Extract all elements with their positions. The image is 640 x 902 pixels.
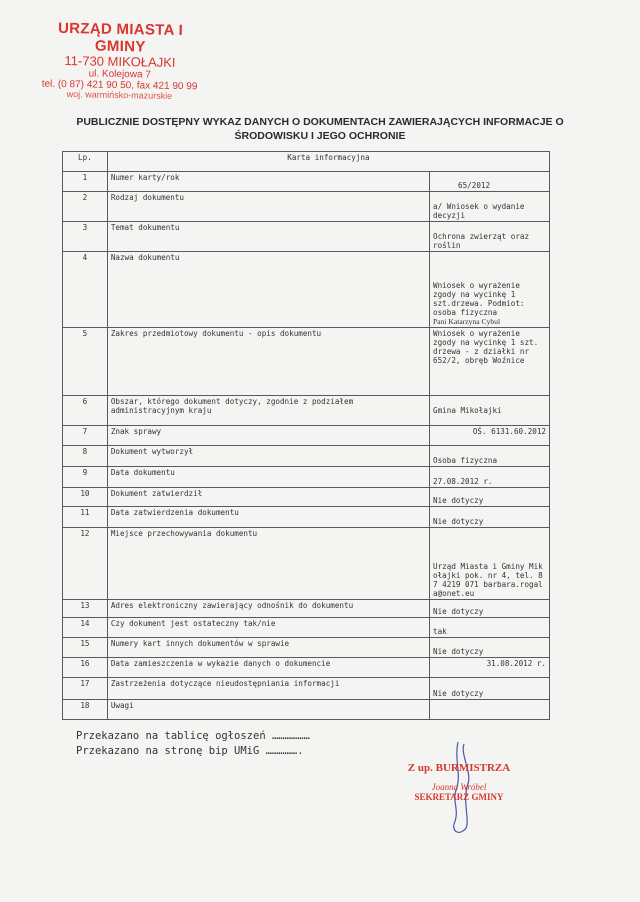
table-row	[63, 528, 550, 600]
table-row	[63, 700, 550, 720]
table-header-row	[63, 152, 550, 172]
title-line-1: PUBLICZNIE DOSTĘPNY WYKAZ DANYCH O DOKUMENTACH ZAWIERAJĄCYCH INFORMACJE O	[76, 116, 564, 128]
row-value: Gmina Mikołajki	[430, 396, 550, 426]
row-value: 31.08.2012 r.	[430, 658, 550, 678]
row-value: Osoba fizyczna	[430, 446, 550, 467]
row-label: Data zamieszczenia w wykazie danych o dokumencie	[107, 658, 429, 678]
table-row	[63, 396, 550, 426]
table-row	[63, 618, 550, 638]
row-lp: 18	[63, 700, 108, 720]
row-label: Temat dokumentu	[107, 222, 429, 252]
row-value: tak	[430, 618, 550, 638]
row-lp: 8	[63, 446, 108, 467]
row-value: Urząd Miasta i Gminy Mikołajki pok. nr 4, tel. 87 4219 071 barbara.rogala@onet.eu	[430, 528, 550, 600]
info-table	[62, 151, 550, 720]
row-lp: 14	[63, 618, 108, 638]
row-label: Dokument zatwierdził	[107, 488, 429, 507]
table-row	[63, 600, 550, 618]
row-label: Zastrzeżenia dotyczące nieudostępniania informacji	[107, 678, 429, 700]
row-lp: 1	[63, 172, 108, 192]
header-lp: Lp.	[63, 152, 108, 172]
stamp-line-3: ul. Kolejowa 7	[88, 68, 151, 81]
document-title	[60, 115, 580, 143]
note-bip: Przekazano na stronę bip UMiG …………….	[76, 745, 304, 757]
row-value: OŚ. 6131.60.2012	[430, 426, 550, 446]
row-label: Zakres przedmiotowy dokumentu - opis dokumentu	[107, 328, 429, 396]
stamp-line-2: 11-730 MIKOŁAJKI	[64, 53, 176, 70]
table-row	[63, 192, 550, 222]
signature-stamp	[384, 762, 534, 802]
header-card: Karta informacyjna	[107, 152, 549, 172]
stamp-line-4: tel. (0 87) 421 90 50, fax 421 90 99	[41, 78, 198, 93]
table-row	[63, 172, 550, 192]
table-row	[63, 446, 550, 467]
row-value: Wniosek o wyrażenie zgody na wycinkę 1 szt. drzewa - z działki nr 652/2, obręb Woźnice	[430, 328, 550, 396]
row-value: 65/2012	[430, 172, 550, 192]
row-label: Obszar, którego dokument dotyczy, zgodnie z podziałem administracyjnym kraju	[107, 396, 429, 426]
row-lp: 15	[63, 638, 108, 658]
row-label: Dokument wytworzył	[107, 446, 429, 467]
table-row	[63, 678, 550, 700]
table-row	[63, 222, 550, 252]
row-lp: 5	[63, 328, 108, 396]
row-value: Nie dotyczy	[430, 507, 550, 528]
table-row	[63, 467, 550, 488]
row-lp: 4	[63, 252, 108, 328]
table-row	[63, 638, 550, 658]
table-row	[63, 426, 550, 446]
row-lp: 13	[63, 600, 108, 618]
table-row	[63, 488, 550, 507]
row-lp: 11	[63, 507, 108, 528]
note-board: Przekazano na tablicę ogłoszeń ………………	[76, 730, 310, 742]
row-value: a/ Wniosek o wydanie decyzji	[430, 192, 550, 222]
row-label: Numery kart innych dokumentów w sprawie	[107, 638, 429, 658]
row-lp: 9	[63, 467, 108, 488]
row-value	[430, 252, 550, 328]
row-lp: 3	[63, 222, 108, 252]
title-line-2: ŚRODOWISKU I JEGO OCHRONIE	[234, 130, 406, 143]
row-label: Adres elektroniczny zawierający odnośnik do dokumentu	[107, 600, 429, 618]
office-stamp	[29, 20, 210, 102]
stamp-line-1: URZĄD MIASTA I GMINY	[57, 19, 184, 55]
row-value: Nie dotyczy	[430, 638, 550, 658]
row-label: Uwagi	[107, 700, 429, 720]
row-lp: 6	[63, 396, 108, 426]
table-row	[63, 507, 550, 528]
row-lp: 16	[63, 658, 108, 678]
row-value	[430, 700, 550, 720]
table-row	[63, 658, 550, 678]
row-label: Znak sprawy	[107, 426, 429, 446]
row-value-name: Pani Katarzyna Cybul	[433, 317, 501, 326]
row-label: Miejsce przechowywania dokumentu	[107, 528, 429, 600]
row-label: Numer karty/rok	[107, 172, 429, 192]
row-value-text: Wniosek o wyrażenie zgody na wycinkę 1 szt.drzewa. Podmiot: osoba fizyczna	[433, 281, 525, 317]
signature-line-1: Z up. BURMISTRZA	[407, 762, 511, 774]
row-label: Data dokumentu	[107, 467, 429, 488]
signature-line-2: Joanna Wróbel	[431, 782, 487, 792]
row-lp: 12	[63, 528, 108, 600]
table-row	[63, 328, 550, 396]
row-value: 27.08.2012 r.	[430, 467, 550, 488]
row-label: Czy dokument jest ostateczny tak/nie	[107, 618, 429, 638]
row-lp: 10	[63, 488, 108, 507]
row-label: Nazwa dokumentu	[107, 252, 429, 328]
row-lp: 2	[63, 192, 108, 222]
row-lp: 7	[63, 426, 108, 446]
stamp-line-5: woj. warmińsko-mazurskie	[66, 89, 173, 102]
row-label: Rodzaj dokumentu	[107, 192, 429, 222]
row-value: Nie dotyczy	[430, 488, 550, 507]
table-row	[63, 252, 550, 328]
signature-line-3: SEKRETARZ GMINY	[414, 792, 504, 802]
row-value: Nie dotyczy	[430, 600, 550, 618]
row-value: Nie dotyczy	[430, 678, 550, 700]
notes	[76, 729, 310, 759]
row-label: Data zatwierdzenia dokumentu	[107, 507, 429, 528]
row-lp: 17	[63, 678, 108, 700]
row-value: Ochrona zwierząt oraz roślin	[430, 222, 550, 252]
